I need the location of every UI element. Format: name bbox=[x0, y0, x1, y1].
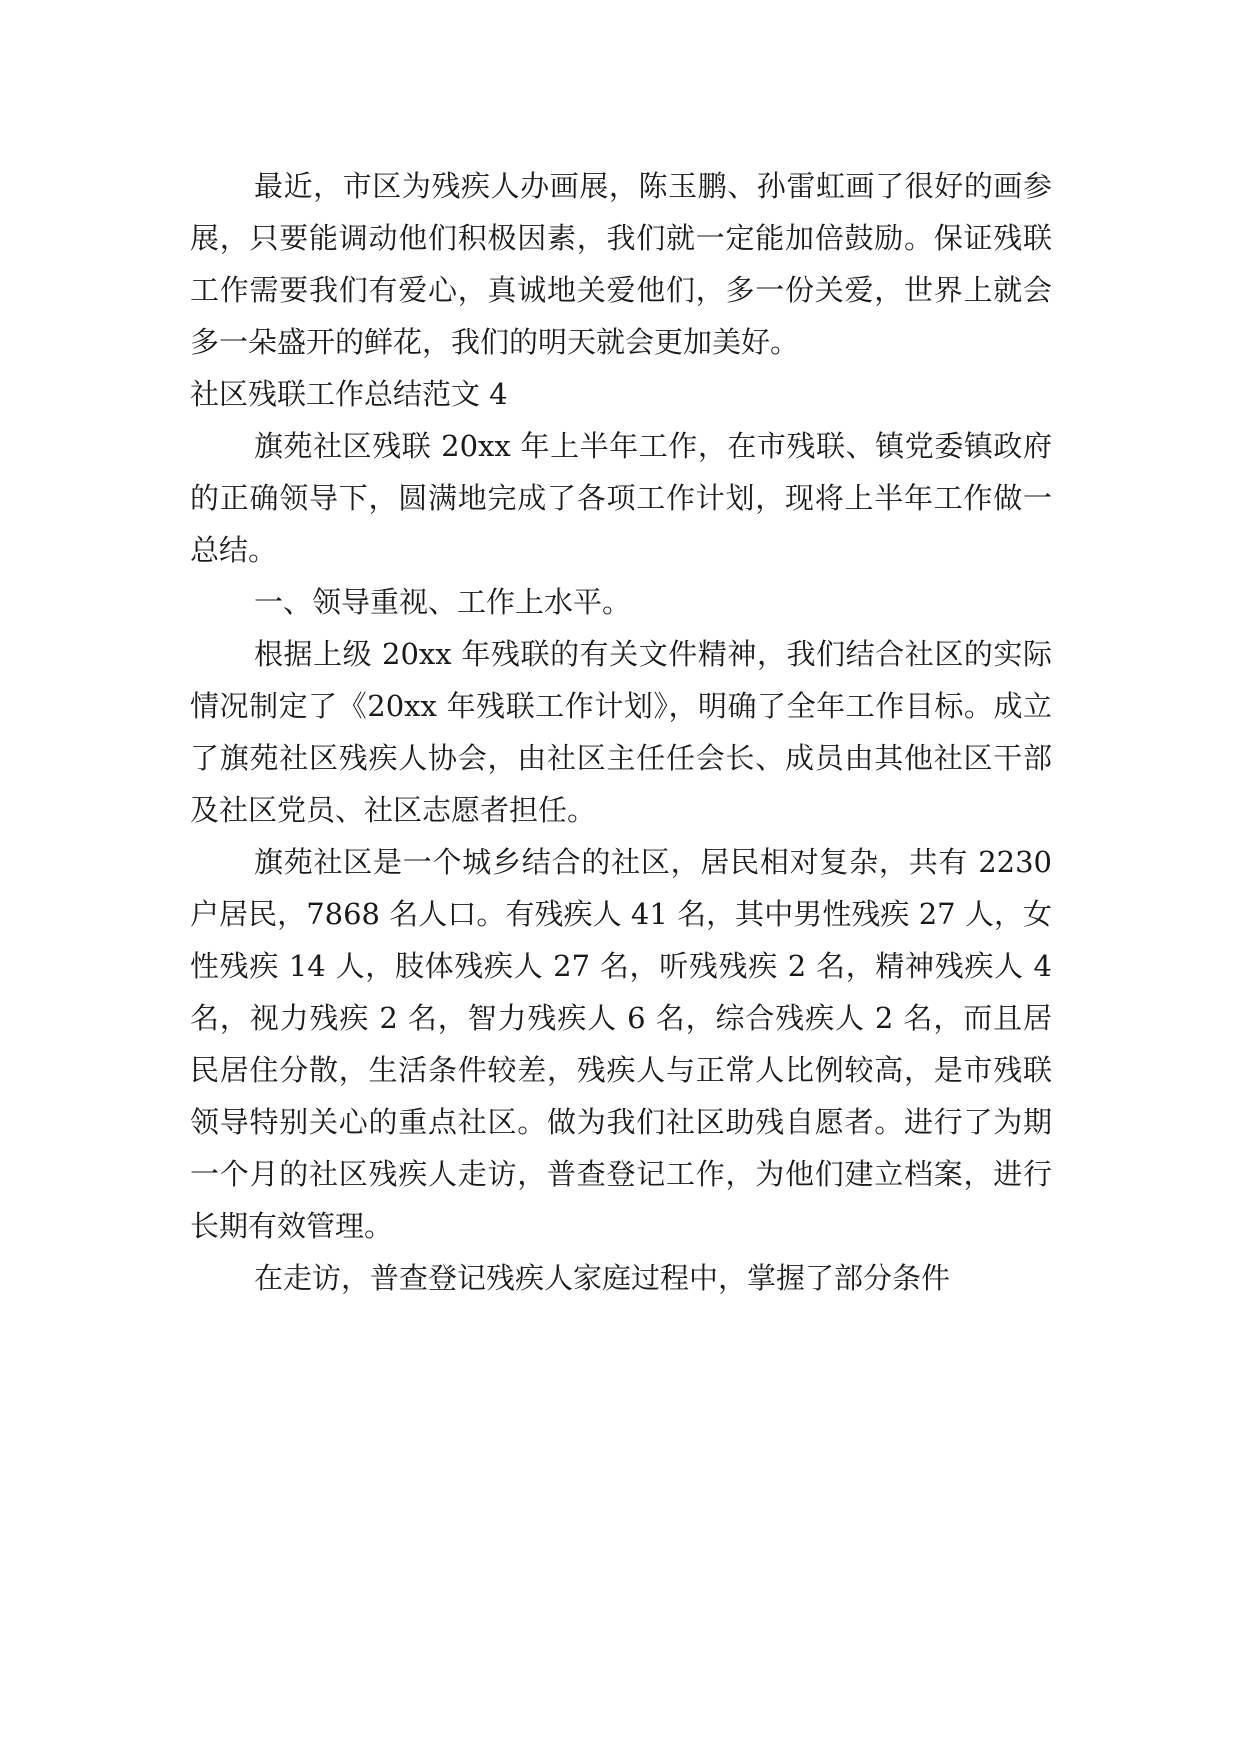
section-title: 社区残联工作总结范文 4 bbox=[190, 377, 508, 411]
paragraph-3: 旗苑社区是一个城乡结合的社区，居民相对复杂，共有 2230 户居民，7868 名人口。有残疾人 41 名，其中男性残疾 27 人，女性残疾 14 人，肢体残疾人 27 名，听残残疾 2 名，精神残疾人 4 名，视力残疾 2 名，智力残疾人 6 名，综合残疾人 2 名，而且居民居住分散，生活条件较差，残疾人与正常人比例较高，是市残联领导特别关心的重点社区。做为我们社区助残自愿者。进行了为期一个月的社区残疾人走访，普查登记工作，为他们建立档案，进行长期有效管理。 bbox=[190, 845, 1052, 1243]
paragraph-4: 在走访，普查登记残疾人家庭过程中，掌握了部分条件 bbox=[254, 1261, 951, 1295]
heading-1: 一、领导重视、工作上水平。 bbox=[254, 585, 632, 619]
document-body bbox=[190, 160, 1052, 1304]
paragraph-1: 旗苑社区残联 20xx 年上半年工作，在市残联、镇党委镇政府的正确领导下，圆满地完成了各项工作计划，现将上半年工作做一总结。 bbox=[190, 429, 1052, 567]
paragraph-intro: 最近，市区为残疾人办画展，陈玉鹏、孙雷虹画了很好的画参展，只要能调动他们积极因素，我们就一定能加倍鼓励。保证残联工作需要我们有爱心，真诚地关爱他们，多一份关爱，世界上就会多一朵盛开的鲜花，我们的明天就会更加美好。 bbox=[190, 169, 1052, 359]
paragraph-2: 根据上级 20xx 年残联的有关文件精神，我们结合社区的实际情况制定了《20xx 年残联工作计划》，明确了全年工作目标。成立了旗苑社区残疾人协会，由社区主任任会长、成员由其他社区干部及社区党员、社区志愿者担任。 bbox=[190, 637, 1052, 827]
